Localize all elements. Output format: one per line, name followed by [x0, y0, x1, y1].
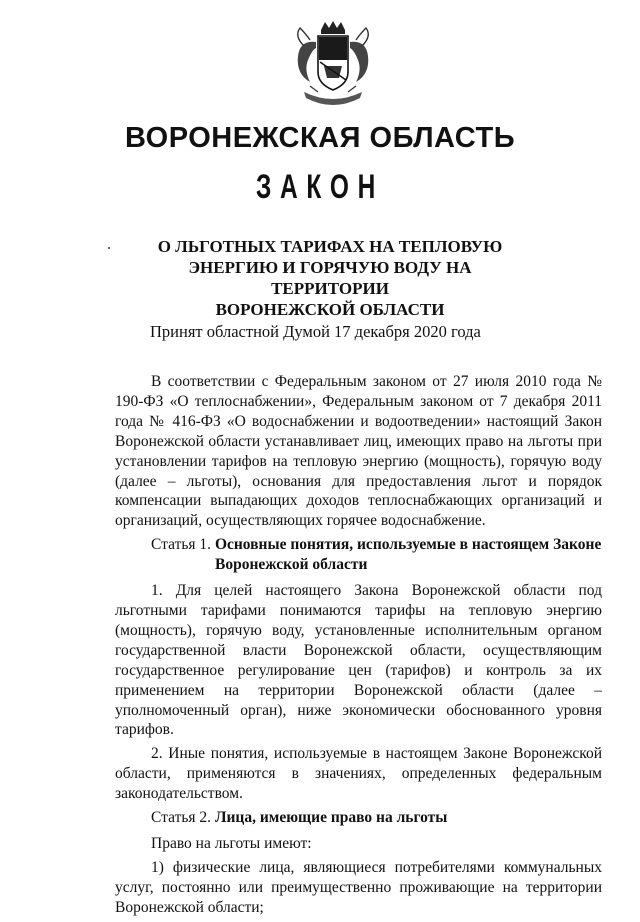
region-heading: ВОРОНЕЖСКАЯ ОБЛАСТЬ: [124, 122, 516, 154]
article-2-paragraph-2: 1) физические лица, являющиеся потребителями коммунальных услуг, постоянно или преимущественно проживающие на территории Воронежской области;: [115, 858, 602, 916]
article-title-continued: Воронежской области: [215, 556, 368, 574]
adoption-date: Принят областной Думой 17 декабря 2020 года: [150, 322, 481, 341]
article-1-heading: [151, 535, 602, 575]
law-title-line: О ЛЬГОТНЫХ ТАРИФАХ НА ТЕПЛОВУЮ: [157, 237, 503, 256]
document-type-heading: ЗАКОН: [256, 168, 384, 206]
article-title: Основные понятия, используемые в настоящем Законе: [214, 536, 602, 554]
article-number: Статья 1.: [151, 536, 215, 554]
law-body: [115, 372, 602, 922]
article-1-paragraph-2: 2. Иные понятия, используемые в настоящем Законе Воронежской области, применяются в значениях, определенных федеральным законодательством.: [115, 745, 602, 803]
coat-of-arms-icon: [290, 20, 376, 112]
article-2-heading: [151, 808, 602, 828]
law-title-line: ВОРОНЕЖСКОЙ ОБЛАСТИ: [215, 300, 445, 319]
article-1-paragraph-1: 1. Для целей настоящего Закона Воронежской области под льготными тарифами понимаются тарифы на тепловую энергию (мощность), горячую воду, установленные исполнительным органом государственной власти Воронежской области, осуществляющим государственное регулирование цен (тарифов) и контроль за их применением на территории Воронежской области (далее – уполномоченный орган), ниже экономически обоснованного уровня тарифов.: [115, 582, 602, 739]
article-number: Статья 2.: [151, 809, 215, 827]
law-title-line: ЭНЕРГИЮ И ГОРЯЧУЮ ВОДУ НА ТЕРРИТОРИИ: [188, 258, 472, 298]
article-title: Лица, имеющие право на льготы: [214, 809, 448, 827]
preamble-paragraph: В соответствии с Федеральным законом от 27 июля 2010 года № 190-ФЗ «О теплоснабжении», Федеральным законом от 7 декабря 2011 года № 416-ФЗ «О водоснабжении и водоотведении» настоящий Закон Воронежской области устанавливает лиц, имеющих право на льготы при установлении тарифов на тепловую энергию (мощность), горячую воду (далее – льготы), основания для предоставления льгот и порядок компенсации выпадающих доходов теплоснабжающих организаций и организаций, осуществляющих горячее водоснабжение.: [115, 373, 602, 530]
law-title: [150, 236, 510, 320]
article-2-paragraph-1: Право на льготы имеют:: [151, 834, 312, 852]
scan-speck: [108, 247, 110, 249]
